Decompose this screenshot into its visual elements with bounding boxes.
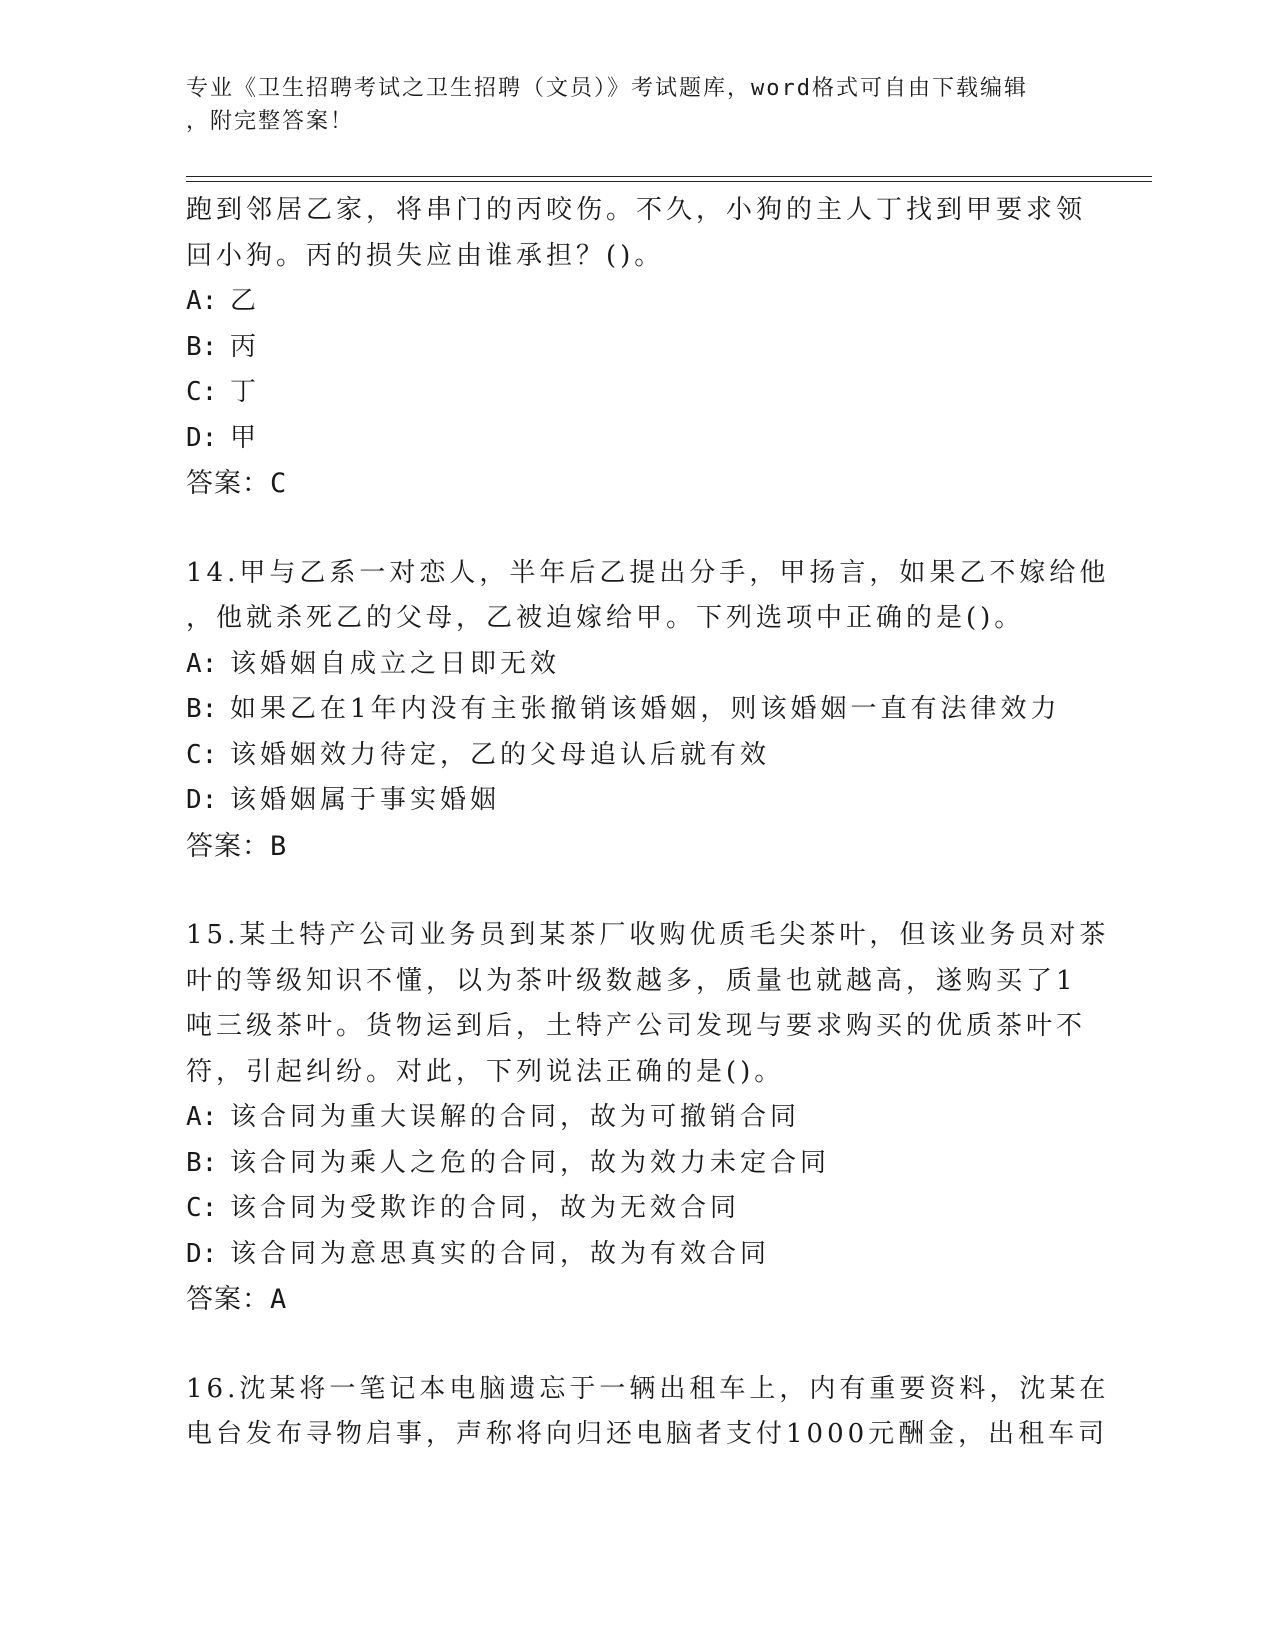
option-key: B: <box>186 331 218 362</box>
option-text: 乙 <box>230 286 261 316</box>
option-key: D: <box>186 422 218 453</box>
question-15 <box>186 913 1110 1323</box>
header-rule-bottom <box>186 181 1152 182</box>
document-header <box>186 72 1066 138</box>
question-text-line: 电台发布寻物启事，声称将向归还电脑者支付1000元酬金，出租车司 <box>186 1419 1109 1449</box>
question-text-line: 叶的等级知识不懂，以为茶叶级数越多，质量也就越高，遂购买了1 <box>186 965 1077 996</box>
option-text: 该合同为受欺诈的合同，故为无效合同 <box>230 1193 741 1223</box>
option-key: C: <box>186 739 218 770</box>
answer-value: C <box>270 468 288 499</box>
option-text: 该婚姻效力待定，乙的父母追认后就有效 <box>230 739 771 770</box>
option-b <box>186 1141 1076 1187</box>
answer-label: 答案： <box>186 468 270 499</box>
document-body <box>186 188 1110 1458</box>
answer-line <box>186 824 1076 870</box>
question-16 <box>186 1367 1110 1458</box>
option-text: 该合同为意思真实的合同，故为有效合同 <box>230 1238 771 1269</box>
option-text: 该合同为重大误解的合同，故为可撤销合同 <box>230 1102 801 1132</box>
question-text-line: 符，引起纠纷。对此，下列说法正确的是()。 <box>186 1056 785 1087</box>
option-text: 该合同为乘人之危的合同，故为效力未定合同 <box>230 1147 831 1178</box>
option-text: 如果乙在1年内没有主张撤销该婚姻，则该婚姻一直有法律效力 <box>230 694 1061 724</box>
option-a <box>186 1095 1076 1141</box>
option-d <box>186 416 1076 462</box>
header-line-1: 专业《卫生招聘考试之卫生招聘（文员）》考试题库，word格式可自由下载编辑 <box>186 76 1028 101</box>
answer-label: 答案： <box>186 830 270 862</box>
answer-value: B <box>270 830 288 862</box>
question-13 <box>186 188 1087 507</box>
question-text-line: ，他就杀死乙的父母，乙被迫嫁给甲。下列选项中正确的是()。 <box>186 603 1025 633</box>
question-text-line: 吨三级茶叶。货物运到后，土特产公司发现与要求购买的优质茶叶不 <box>186 1011 1087 1041</box>
option-key: A: <box>186 1102 218 1132</box>
option-d <box>186 778 1076 824</box>
question-14 <box>186 551 1110 870</box>
option-key: B: <box>186 1147 218 1178</box>
option-key: D: <box>186 1238 218 1269</box>
option-key: C: <box>186 1193 218 1223</box>
question-text-line: 15.某土特产公司业务员到某茶厂收购优质毛尖茶叶，但该业务员对茶 <box>186 920 1110 950</box>
option-key: A: <box>186 648 218 679</box>
question-text-line: 16.沈某将一笔记本电脑遗忘于一辆出租车上，内有重要资料，沈某在 <box>186 1373 1110 1404</box>
header-line-2: ，附完整答案！ <box>186 109 355 134</box>
option-c <box>186 370 1076 416</box>
option-text: 丙 <box>230 331 261 362</box>
option-a <box>186 642 1076 688</box>
option-c <box>186 733 1076 779</box>
option-text: 丁 <box>230 377 261 407</box>
question-text-line: 回小狗。丙的损失应由谁承担？()。 <box>186 240 665 271</box>
option-text: 该婚姻属于事实婚姻 <box>230 785 501 815</box>
option-b <box>186 325 1076 371</box>
option-key: D: <box>186 785 218 815</box>
answer-value: A <box>270 1284 288 1315</box>
option-text: 甲 <box>230 422 261 453</box>
option-d <box>186 1232 1076 1278</box>
question-text-line: 14.甲与乙系一对恋人，半年后乙提出分手，甲扬言，如果乙不嫁给他 <box>186 557 1110 588</box>
answer-label: 答案： <box>186 1284 270 1315</box>
option-c <box>186 1186 1076 1232</box>
question-text-line: 跑到邻居乙家，将串门的丙咬伤。不久，小狗的主人丁找到甲要求领 <box>186 195 1087 225</box>
option-key: C: <box>186 377 218 407</box>
answer-line <box>186 461 1076 507</box>
answer-line <box>186 1277 1076 1323</box>
option-key: A: <box>186 286 218 316</box>
header-rule-top <box>186 176 1152 177</box>
option-text: 该婚姻自成立之日即无效 <box>230 648 561 679</box>
option-a <box>186 279 1076 325</box>
option-b <box>186 687 1076 733</box>
option-key: B: <box>186 694 218 724</box>
